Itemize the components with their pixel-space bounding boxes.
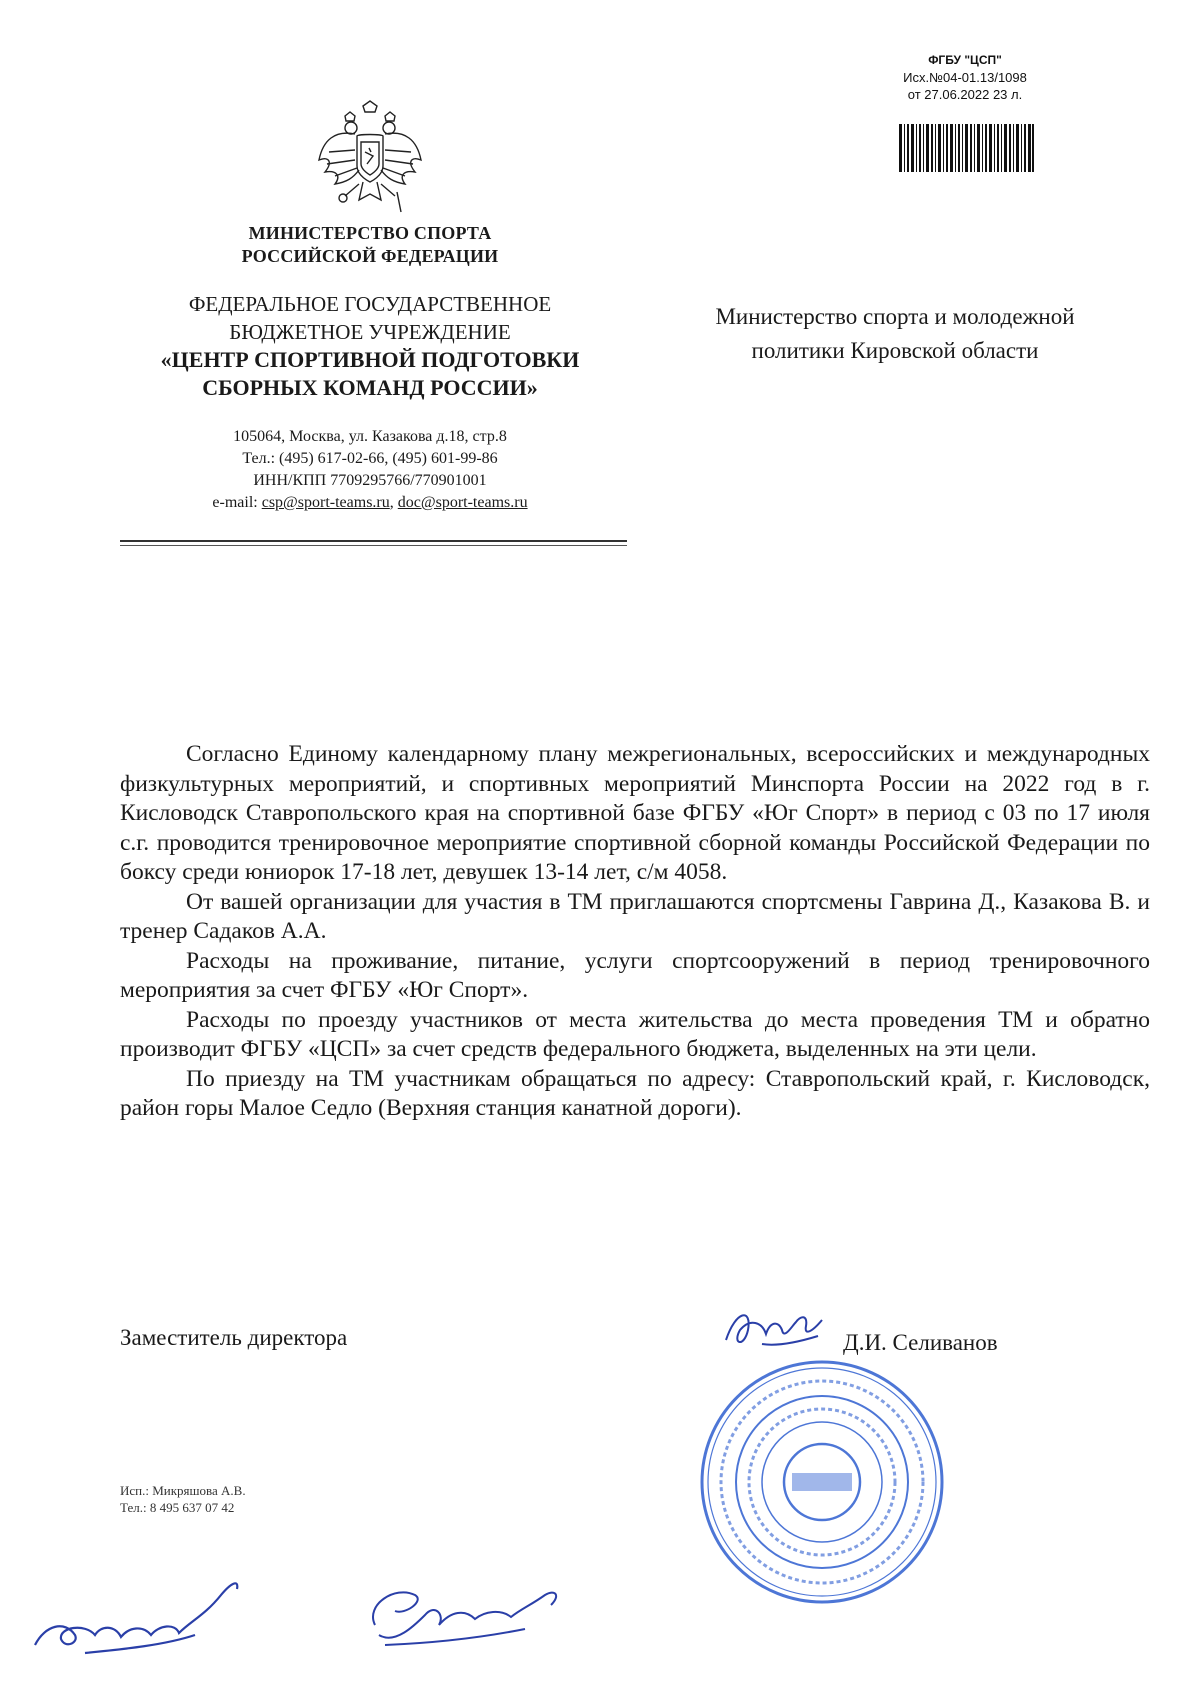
email-label: e-mail: xyxy=(212,494,262,511)
institution-name-line1: «ЦЕНТР СПОРТИВНОЙ ПОДГОТОВКИ xyxy=(160,347,580,372)
inn-kpp: ИНН/КПП 7709295766/770901001 xyxy=(253,472,487,489)
handwritten-initials-right xyxy=(355,1575,585,1665)
executor-info xyxy=(120,1482,246,1516)
paragraph-1: Согласно Единому календарному плану межрегиональных, всероссийских и международных физкультурных мероприятий, и спортивных мероприятий Минспорта России на 2022 год в г. Кисловодск Ставропольского края на спортивной базе ФГБУ «Юг Спорт» в период с 03 по 17 июля с.г. проводится тренировочное мероприятие спортивной сборной команды Российской Федерации по боксу среди юниорок 17-18 лет, девушек 13-14 лет, с/м 4058. xyxy=(120,741,1150,885)
addressee xyxy=(660,300,1130,368)
paragraph-5: По приезду на ТМ участникам обращаться по адресу: Ставропольский край, г. Кисловодск, район горы Малое Седло (Верхняя станция канатной дороги). xyxy=(120,1065,1150,1121)
official-seal-stamp xyxy=(695,1355,950,1610)
coat-of-arms-emblem xyxy=(315,100,425,218)
barcode-image xyxy=(899,124,1034,172)
email-separator: , xyxy=(389,494,398,511)
institution-name-line2: СБОРНЫХ КОМАНД РОССИИ» xyxy=(202,375,538,400)
registration-number: Исх.№04-01.13/1098 xyxy=(903,70,1027,85)
paragraph-3: Расходы на проживание, питание, услуги спортсооружений в период тренировочного мероприятия за счет ФГБУ «Юг Спорт». xyxy=(120,947,1150,1003)
email-link-doc[interactable]: doc@sport-teams.ru xyxy=(397,494,528,511)
letterhead-divider-thin xyxy=(120,545,627,546)
letterhead-divider-thick xyxy=(120,540,627,542)
registration-stamp xyxy=(880,52,1050,103)
ministry-name-line2: РОССИЙСКОЙ ФЕДЕРАЦИИ xyxy=(241,246,499,266)
postal-address: 105064, Москва, ул. Казакова д.18, стр.8 xyxy=(233,428,507,445)
addressee-line2: политики Кировской области xyxy=(751,338,1039,363)
institution-type-line1: ФЕДЕРАЛЬНОЕ ГОСУДАРСТВЕННОЕ xyxy=(188,292,552,316)
addressee-line1: Министерство спорта и молодежной xyxy=(715,304,1075,329)
paragraph-4: Расходы по проезду участников от места жительства до места проведения ТМ и обратно производит ФГБУ «ЦСП» за счет средств федерального бюджета, выделенных на эти цели. xyxy=(120,1006,1150,1062)
registration-date: от 27.06.2022 23 л. xyxy=(907,87,1023,102)
handwritten-initials-left xyxy=(25,1565,265,1665)
registration-org: ФГБУ "ЦСП" xyxy=(928,53,1002,67)
director-signature xyxy=(722,1300,832,1360)
phone-numbers: Тел.: (495) 617-02-66, (495) 601-99-86 xyxy=(242,450,498,467)
executor-phone: Тел.: 8 495 637 07 42 xyxy=(120,1500,235,1515)
institution-type-line2: БЮДЖЕТНОЕ УЧРЕЖДЕНИЕ xyxy=(229,320,511,344)
letterhead xyxy=(110,222,630,514)
email-link-csp[interactable]: csp@sport-teams.ru xyxy=(261,494,390,511)
signatory-name: Д.И. Селиванов xyxy=(843,1330,998,1355)
letter-body xyxy=(120,740,1150,1124)
paragraph-2: От вашей организации для участия в ТМ приглашаются спортсмены Гаврина Д., Казакова В. и тренер Садаков А.А. xyxy=(120,888,1150,944)
ministry-name-line1: МИНИСТЕРСТВО СПОРТА xyxy=(248,223,492,243)
executor-name: Исп.: Микряшова А.В. xyxy=(120,1483,246,1498)
email-line xyxy=(110,492,630,514)
signatory-title: Заместитель директора xyxy=(120,1325,348,1350)
contact-block xyxy=(110,426,630,514)
